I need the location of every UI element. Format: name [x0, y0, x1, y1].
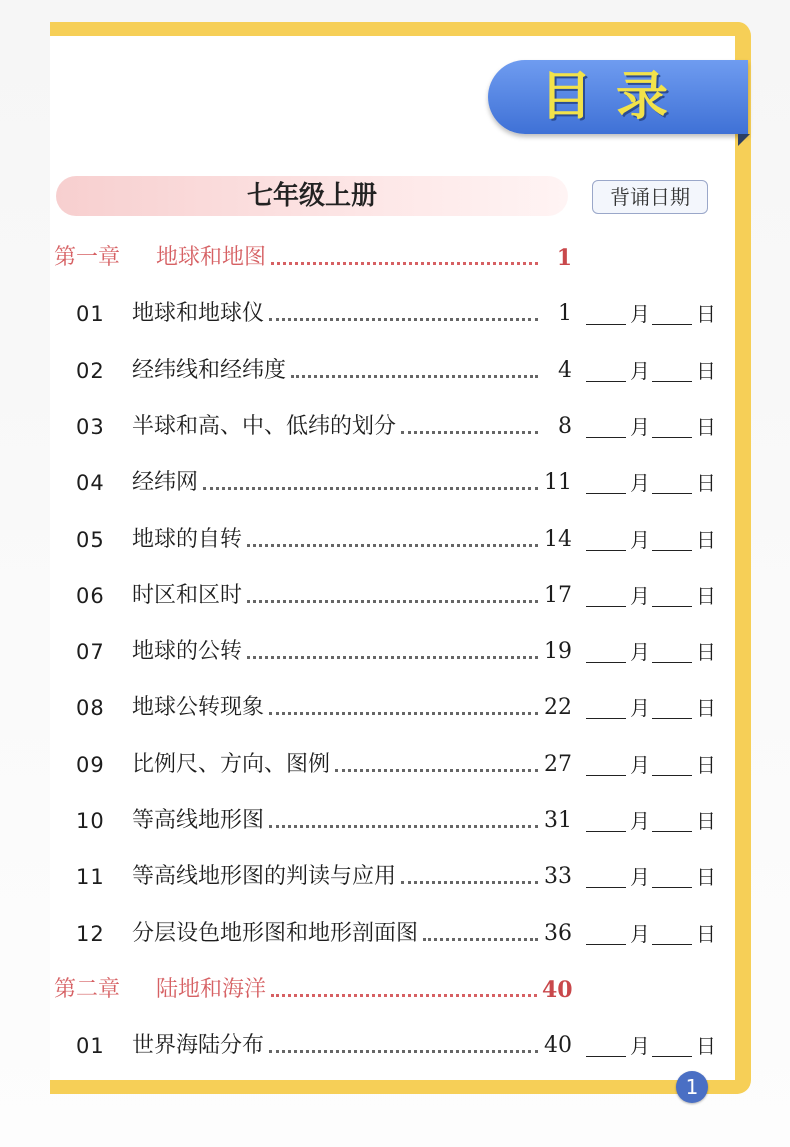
page-number: 19 — [544, 639, 572, 664]
recite-date-label: 背诵日期 — [592, 180, 708, 214]
day-label: 日 — [696, 809, 716, 833]
lesson-title: 经纬线和经纬度 — [132, 351, 289, 391]
chapter-number: 第二章 — [54, 977, 121, 1002]
page-number-badge: 1 — [676, 1071, 708, 1103]
recite-date-field — [586, 407, 716, 447]
chapter-title: 陆地和海洋 — [156, 970, 269, 1010]
recite-date-field — [586, 688, 716, 728]
lesson-row — [50, 407, 735, 447]
recite-date-field — [586, 857, 716, 897]
recite-date-field — [586, 914, 716, 954]
month-label: 月 — [630, 865, 650, 889]
page-number: 1 — [556, 245, 572, 271]
section-title: 七年级上册 — [246, 181, 377, 211]
recite-date-field — [586, 463, 716, 503]
frame-bottom-border — [50, 1080, 750, 1094]
lesson-title: 等高线地形图的判读与应用 — [132, 857, 399, 897]
lesson-number: 01 — [76, 1034, 105, 1058]
page-number: 36 — [544, 921, 572, 946]
recite-date-field — [586, 351, 716, 391]
month-label: 月 — [630, 753, 650, 777]
month-blank — [586, 550, 626, 551]
lesson-number: 04 — [76, 471, 105, 495]
lesson-number: 09 — [76, 753, 105, 777]
lesson-number: 07 — [76, 640, 105, 664]
day-label: 日 — [696, 359, 716, 383]
recite-date-field — [586, 520, 716, 560]
dot-leader — [269, 825, 538, 828]
lesson-title: 等高线地形图 — [132, 801, 267, 841]
lesson-row — [50, 688, 735, 728]
recite-date-field — [586, 801, 716, 841]
dot-leader — [269, 318, 538, 321]
lesson-row — [50, 801, 735, 841]
page-number: 11 — [544, 470, 572, 495]
day-label: 日 — [696, 753, 716, 777]
dot-leader — [269, 712, 538, 715]
month-blank — [586, 944, 626, 945]
lesson-title: 经纬网 — [132, 463, 201, 503]
month-label: 月 — [630, 809, 650, 833]
lesson-number: 05 — [76, 528, 105, 552]
dot-leader — [203, 487, 538, 490]
chapter-number: 第一章 — [54, 245, 121, 270]
day-label: 日 — [696, 471, 716, 495]
page-number: 17 — [544, 583, 572, 608]
lesson-title: 半球和高、中、低纬的划分 — [132, 407, 399, 447]
lesson-number: 03 — [76, 415, 105, 439]
chapter-title: 地球和地图 — [156, 238, 269, 278]
frame-top-border — [50, 22, 750, 36]
lesson-title: 分层设色地形图和地形剖面图 — [132, 914, 421, 954]
month-blank — [586, 662, 626, 663]
page-number: 31 — [544, 808, 572, 833]
month-blank — [586, 887, 626, 888]
day-blank — [652, 550, 692, 551]
page-number: 22 — [544, 695, 572, 720]
dot-leader — [271, 994, 537, 997]
day-blank — [652, 944, 692, 945]
day-label: 日 — [696, 865, 716, 889]
dot-leader — [247, 600, 538, 603]
lesson-title: 地球公转现象 — [132, 688, 267, 728]
day-blank — [652, 493, 692, 494]
recite-date-field — [586, 632, 716, 672]
day-blank — [652, 1056, 692, 1057]
month-label: 月 — [630, 696, 650, 720]
dot-leader — [247, 656, 538, 659]
month-label: 月 — [630, 640, 650, 664]
lesson-row — [50, 463, 735, 503]
page-number: 33 — [544, 864, 572, 889]
page-number: 4 — [558, 358, 572, 383]
lesson-title: 时区和区时 — [132, 576, 245, 616]
month-blank — [586, 381, 626, 382]
page-title: 目录 — [540, 67, 693, 127]
lesson-row — [50, 914, 735, 954]
day-blank — [652, 775, 692, 776]
day-label: 日 — [696, 696, 716, 720]
lesson-number: 11 — [76, 865, 105, 889]
month-blank — [586, 493, 626, 494]
day-label: 日 — [696, 922, 716, 946]
page-number: 40 — [542, 977, 573, 1003]
page-number: 40 — [544, 1033, 572, 1058]
recite-date-field — [586, 1026, 716, 1066]
month-blank — [586, 775, 626, 776]
lesson-title: 地球的自转 — [132, 520, 245, 560]
month-label: 月 — [630, 415, 650, 439]
month-blank — [586, 718, 626, 719]
lesson-row — [50, 1026, 735, 1066]
month-label: 月 — [630, 528, 650, 552]
month-blank — [586, 831, 626, 832]
dot-leader — [269, 1050, 538, 1053]
day-blank — [652, 831, 692, 832]
chapter-row — [50, 970, 735, 1010]
dot-leader — [271, 262, 538, 265]
lesson-title: 世界海陆分布 — [132, 1026, 267, 1066]
day-blank — [652, 324, 692, 325]
month-blank — [586, 606, 626, 607]
dot-leader — [335, 769, 538, 772]
lesson-row — [50, 576, 735, 616]
lesson-title: 比例尺、方向、图例 — [132, 745, 333, 785]
day-blank — [652, 662, 692, 663]
lesson-row — [50, 745, 735, 785]
day-label: 日 — [696, 415, 716, 439]
chapter-row — [50, 238, 735, 278]
page-number: 8 — [558, 414, 572, 439]
day-blank — [652, 718, 692, 719]
month-label: 月 — [630, 1034, 650, 1058]
day-label: 日 — [696, 584, 716, 608]
page-number: 27 — [544, 752, 572, 777]
day-label: 日 — [696, 640, 716, 664]
lesson-row — [50, 857, 735, 897]
lesson-number: 10 — [76, 809, 105, 833]
day-label: 日 — [696, 528, 716, 552]
lesson-number: 01 — [76, 302, 105, 326]
lesson-row — [50, 520, 735, 560]
lesson-number: 08 — [76, 696, 105, 720]
month-label: 月 — [630, 359, 650, 383]
lesson-row — [50, 632, 735, 672]
lesson-number: 06 — [76, 584, 105, 608]
title-banner-fold — [738, 134, 750, 146]
day-label: 日 — [696, 1034, 716, 1058]
lesson-number: 12 — [76, 922, 105, 946]
month-label: 月 — [630, 922, 650, 946]
lesson-row — [50, 294, 735, 334]
page-number: 1 — [558, 301, 572, 326]
day-blank — [652, 887, 692, 888]
dot-leader — [401, 881, 538, 884]
day-blank — [652, 606, 692, 607]
month-label: 月 — [630, 584, 650, 608]
dot-leader — [423, 938, 538, 941]
dot-leader — [291, 375, 538, 378]
recite-date-field — [586, 294, 716, 334]
month-label: 月 — [630, 471, 650, 495]
lesson-number: 02 — [76, 359, 105, 383]
frame-right-border — [735, 22, 751, 1094]
month-blank — [586, 437, 626, 438]
dot-leader — [247, 544, 538, 547]
lesson-row — [50, 351, 735, 391]
day-blank — [652, 437, 692, 438]
recite-date-field — [586, 576, 716, 616]
month-blank — [586, 324, 626, 325]
month-label: 月 — [630, 302, 650, 326]
lesson-title: 地球和地球仪 — [132, 294, 267, 334]
month-blank — [586, 1056, 626, 1057]
day-blank — [652, 381, 692, 382]
recite-date-field — [586, 745, 716, 785]
page-number: 14 — [544, 527, 572, 552]
dot-leader — [401, 431, 538, 434]
lesson-title: 地球的公转 — [132, 632, 245, 672]
day-label: 日 — [696, 302, 716, 326]
